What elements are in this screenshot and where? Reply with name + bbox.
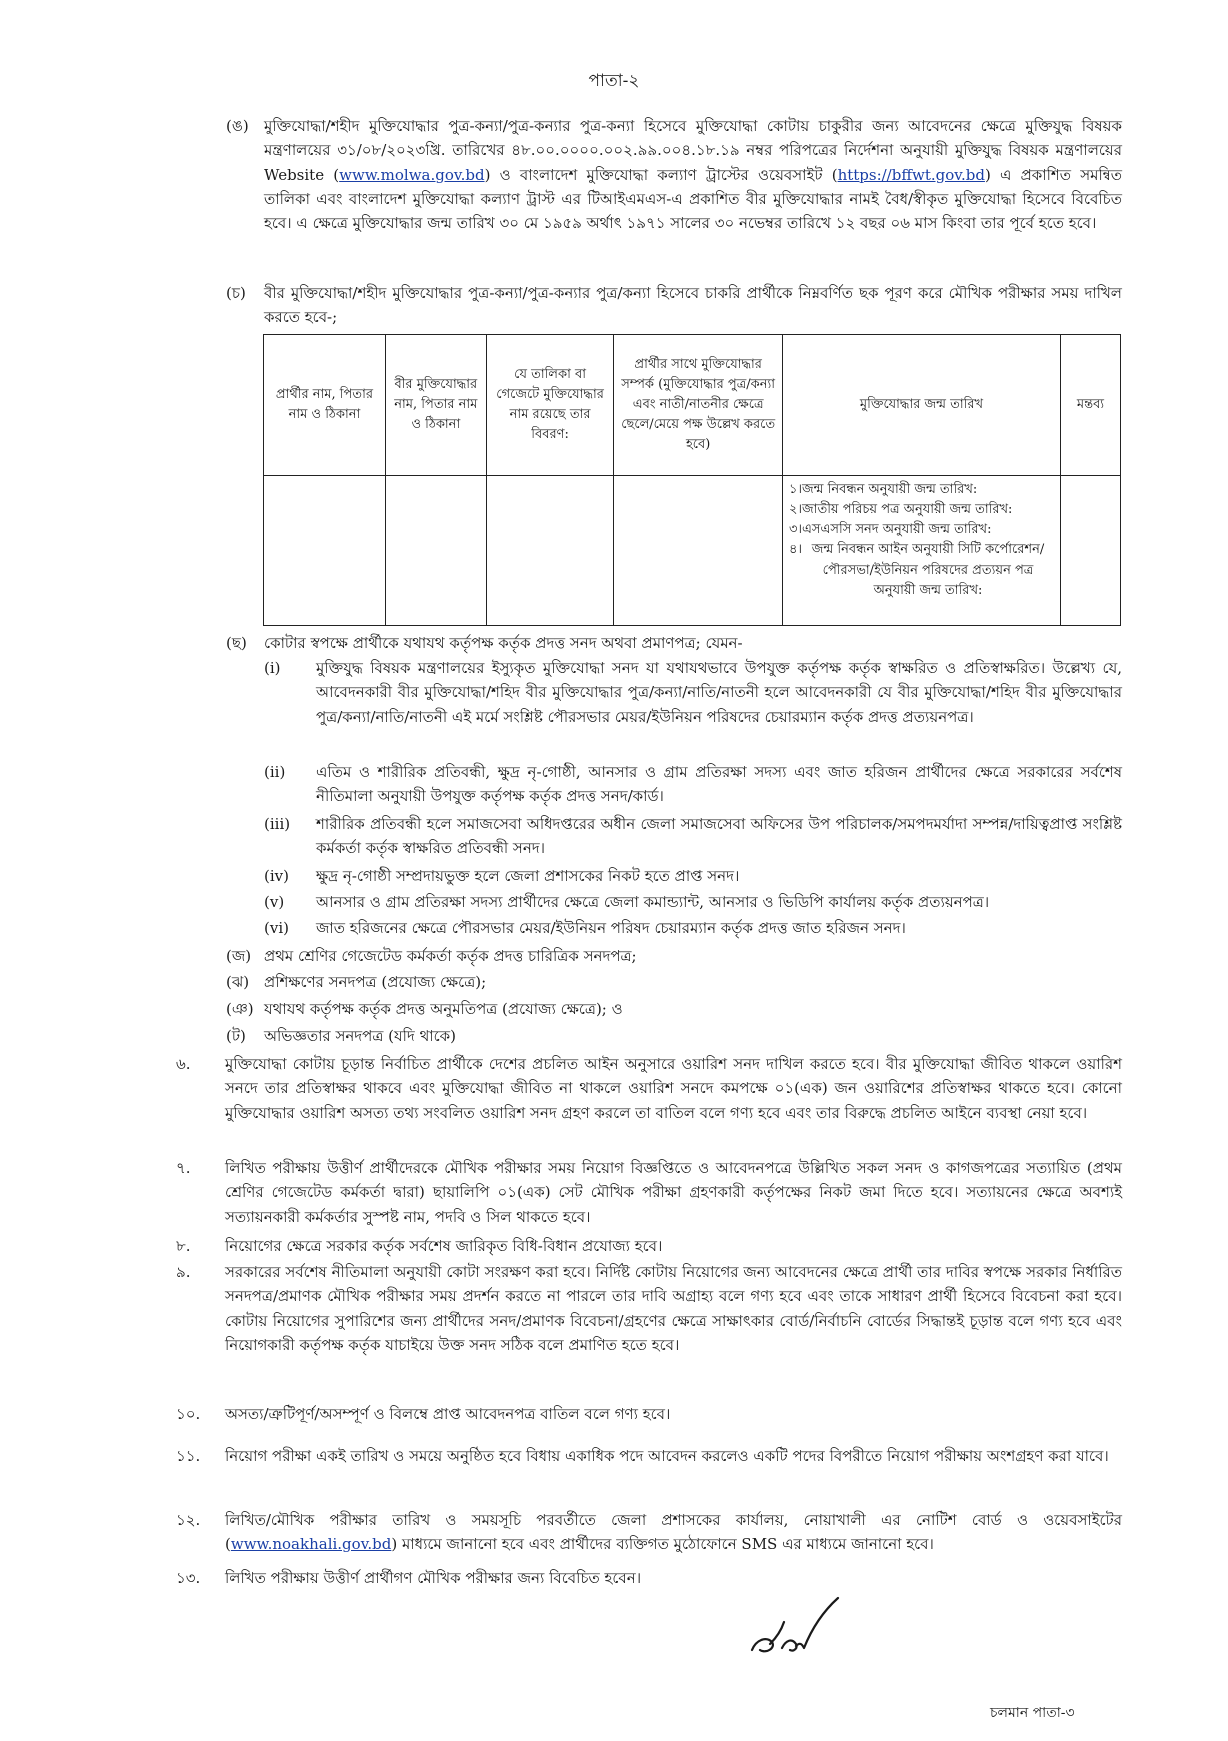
clause-text: মুক্তিযোদ্ধা/শহীদ মুক্তিযোদ্ধার পুত্র-কন্যা/পুত্র-কন্যার পুত্র-কন্যা হিসেবে মুক্তিযোদ্ধা কোটায় চাকুরীর জন্য আবেদনের ক্ষেত্রে মুক্তিযুদ্ধ বিষয়ক মন্ত্রণালয়ের ৩১/০৮/২০২৩খ্রি. তারিখের ৪৮.০০.০০০০.০০২.৯৯.০০৪.১৮.১৯ নম্বর পরিপত্রের নির্দেশনা অনুযায়ী মুক্তিযুদ্ধ বিষয়ক মন্ত্রণালয়ের Website (www.molwa.gov.bd) ও বাংলাদেশ মুক্তিযোদ্ধা কল্যাণ ট্রাস্টের ওয়েবসাইট (https://bffwt.gov.bd) এ প্রকাশিত সমন্বিত তালিকা এবং বাংলাদেশ মুক্তিযোদ্ধা কল্যাণ ট্রাস্ট এর টিআইএমএস-এ প্রকাশিত বীর মুক্তিযোদ্ধার নামই বৈধ/স্বীকৃত মুক্তিযোদ্ধা হিসেবে বিবেচিত হবে। এ ক্ষেত্রে মুক্তিযোদ্ধার জন্ম তারিখ ৩০ মে ১৯৫৯ অর্থাৎ ১৯৭১ সালের ৩০ নভেম্বর তারিখে ১২ বছর ০৬ মাস কিংবা তার পূর্বে হতে হবে। [264, 117, 1123, 233]
continuation-note: চলমান পাতা-৩ [990, 1705, 1075, 1721]
clause-text: কোটার স্বপক্ষে প্রার্থীকে যথাযথ কর্তৃপক্ষ কর্তৃক প্রদত্ত সনদ অথবা প্রমাণপত্র; যেমন- [264, 634, 743, 652]
numbered-item-6 [176, 1052, 1122, 1125]
numbered-item-12 [176, 1508, 1122, 1557]
clause-marker: (ট) [226, 1027, 246, 1045]
sub-item [264, 916, 1122, 940]
sub-item-text: এতিম ও শারীরিক প্রতিবন্ধী, ক্ষুদ্র নৃ-গোষ্ঠী, আনসার ও গ্রাম প্রতিরক্ষা সদস্য এবং জাত হরিজন প্রার্থীদের ক্ষেত্রে সরকারের সর্বশেষ নীতিমালা অনুযায়ী উপযুক্ত কর্তৃপক্ষ কর্তৃক প্রদত্ত সনদ/কার্ড। [316, 763, 1122, 806]
clause-marker: (ঞ) [226, 1000, 254, 1018]
table-cell-empty[interactable] [614, 476, 783, 626]
sub-item [264, 656, 1122, 729]
sub-item-numeral: (iii) [264, 815, 291, 833]
item-number: ১২. [176, 1511, 201, 1529]
item-number: ৮. [176, 1237, 191, 1255]
freedom-fighter-quota-table [263, 334, 1121, 626]
clause-text: বীর মুক্তিযোদ্ধা/শহীদ মুক্তিযোদ্ধার পুত্র-কন্যা/পুত্র-কন্যার পুত্র/কন্যা হিসেবে চাকরি প্রার্থীকে নিম্নবর্ণিত ছক পূরণ করে মৌখিক পরীক্ষার সময় দাখিল করতে হবে-; [264, 284, 1122, 327]
sub-item-numeral: (iv) [264, 867, 289, 885]
bffwt-link[interactable]: https://bffwt.gov.bd [837, 165, 985, 184]
numbered-item-13 [176, 1566, 1122, 1590]
table-header-cell: প্রার্থীর নাম, পিতার নাম ও ঠিকানা [264, 335, 386, 476]
clause-uma [226, 114, 1122, 235]
clause-marker: (ঙ) [226, 117, 249, 135]
clause-cha [226, 281, 1122, 330]
table-header-row [264, 335, 1121, 476]
table-header-cell: মুক্তিযোদ্ধার জন্ম তারিখ [782, 335, 1060, 476]
item-text: লিখিত পরীক্ষায় উত্তীর্ণ প্রার্থীদেরকে মৌখিক পরীক্ষার সময় নিয়োগ বিজ্ঞপ্তিতে ও আবেদনপত্রে উল্লিখিত সকল সনদ ও কাগজপত্রের সত্যায়িত (প্রথম শ্রেণির গেজেটেড কর্মকর্তা দ্বারা) ছায়ালিপি ০১(এক) সেট মৌখিক পরীক্ষা গ্রহণকারী কর্তৃপক্ষের নিকট জমা দিতে হবে। সত্যায়নের ক্ষেত্রে অবশ্যই সত্যায়নকারী কর্মকর্তার সুস্পষ্ট নাম, পদবি ও সিল থাকতে হবে। [225, 1159, 1122, 1226]
sub-item-text: মুক্তিযুদ্ধ বিষয়ক মন্ত্রণালয়ের ইস্যুকৃত মুক্তিযোদ্ধা সনদ যা যথাযথভাবে উপযুক্ত কর্তৃপক্ষ কর্তৃক স্বাক্ষরিত ও প্রতিস্বাক্ষরিত। উল্লেখ্য যে, আবেদনকারী বীর মুক্তিযোদ্ধা/শহিদ বীর মুক্তিযোদ্ধার পুত্র/কন্যা/নাতি/নাতনী হলে আবেদনকারী যে বীর মুক্তিযোদ্ধা/শহিদ বীর মুক্তিযোদ্ধার পুত্র/কন্যা/নাতি/নাতনী এই মর্মে সংশ্লিষ্ট পৌরসভার মেয়র/ইউনিয়ন পরিষদের চেয়ারম্যান কর্তৃক প্রদত্ত প্রত্যয়নপত্র। [316, 659, 1122, 726]
clause-text: যথাযথ কর্তৃপক্ষ কর্তৃক প্রদত্ত অনুমতিপত্র (প্রযোজ্য ক্ষেত্রে); ও [264, 1000, 623, 1018]
sub-item-text: আনসার ও গ্রাম প্রতিরক্ষা সদস্য প্রার্থীদের ক্ষেত্রে জেলা কমান্ড্যান্ট, আনসার ও ভিডিপি কার্যালয় কর্তৃক প্রত্যয়নপত্র। [316, 893, 990, 911]
page-number-title: পাতা-২ [588, 71, 640, 91]
table-header-cell: মন্তব্য [1060, 335, 1120, 476]
noakhali-link[interactable]: www.noakhali.gov.bd [230, 1535, 392, 1554]
numbered-item-9 [176, 1260, 1122, 1357]
item-text: অসত্য/ত্রুটিপূর্ণ/অসম্পূর্ণ ও বিলম্বে প্রাপ্ত আবেদনপত্র বাতিল বলে গণ্য হবে। [225, 1405, 671, 1423]
table-header-cell: যে তালিকা বা গেজেটে মুক্তিযোদ্ধার নাম রয়েছে তার বিবরণ: [486, 335, 614, 476]
clause-text: প্রশিক্ষণের সনদপত্র (প্রযোজ্য ক্ষেত্রে); [264, 973, 487, 991]
sub-item [264, 890, 1122, 914]
table-cell-empty[interactable] [264, 476, 386, 626]
clause-marker: (চ) [226, 284, 246, 302]
clause-ta [226, 1024, 1122, 1048]
item-text: নিয়োগ পরীক্ষা একই তারিখ ও সময়ে অনুষ্ঠিত হবে বিধায় একাধিক পদে আবেদন করলেও একটি পদের বিপরীতে নিয়োগ পরীক্ষায় অংশগ্রহণ করা যাবে। [225, 1447, 1109, 1465]
item-text: মুক্তিযোদ্ধা কোটায় চূড়ান্ত নির্বাচিত প্রার্থীকে দেশের প্রচলিত আইন অনুসারে ওয়ারিশ সনদ দাখিল করতে হবে। বীর মুক্তিযোদ্ধা জীবিত থাকলে ওয়ারিশ সনদে তার প্রতিস্বাক্ষর থাকবে এবং মুক্তিযোদ্ধা জীবিত না থাকলে ওয়ারিশ সনদে কমপক্ষে ০১(এক) জন ওয়ারিশের প্রতিস্বাক্ষর থাকতে হবে। কোনো মুক্তিযোদ্ধার ওয়ারিশ অসত্য তথ্য সংবলিত ওয়ারিশ সনদ গ্রহণ করলে তা বাতিল বলে গণ্য হবে এবং তার বিরুদ্ধে প্রচলিত আইনে ব্যবস্থা নেয়া হবে। [225, 1055, 1122, 1122]
table-cell-empty[interactable] [1060, 476, 1120, 626]
clause-marker: (ঝ) [226, 973, 250, 991]
dob-list-cell [782, 476, 1060, 626]
table-header-cell: বীর মুক্তিযোদ্ধার নাম, পিতার নাম ও ঠিকানা [385, 335, 486, 476]
sub-item [264, 760, 1122, 809]
sub-item-numeral: (v) [264, 893, 285, 911]
table-header-cell: প্রার্থীর সাথে মুক্তিযোদ্ধার সম্পর্ক (মুক্তিযোদ্ধার পুত্র/কন্যা এবং নাতী/নাতনীর ক্ষেত্রে ছেলে/মেয়ে পক্ষ উল্লেখ করতে হবে) [614, 335, 783, 476]
item-text: লিখিত পরীক্ষায় উত্তীর্ণ প্রার্থীগণ মৌখিক পরীক্ষার জন্য বিবেচিত হবেন। [225, 1569, 642, 1587]
sub-item [264, 864, 1122, 888]
item-number: ১০. [176, 1405, 201, 1423]
clause-marker: (জ) [226, 947, 252, 965]
item-text: লিখিত/মৌখিক পরীক্ষার তারিখ ও সময়সূচি পরবর্তীতে জেলা প্রশাসকের কার্যালয়, নোয়াখালী এর নোটিশ বোর্ড ও ওয়েবসাইটের (www.noakhali.gov.bd) মাধ্যমে জানানো হবে এবং প্রার্থীদের ব্যক্তিগত মুঠোফোনে SMS এর মাধ্যমে জানানো হবে। [225, 1511, 1122, 1554]
clause-jha [226, 970, 1122, 994]
signature-image [726, 1588, 846, 1674]
item-number: ১১. [176, 1447, 201, 1465]
table-row [264, 476, 1121, 626]
sub-item-numeral: (ii) [264, 763, 286, 781]
numbered-item-11 [176, 1444, 1122, 1468]
sub-item [264, 812, 1122, 861]
sub-item-text: জাত হরিজনের ক্ষেত্রে পৌরসভার মেয়র/ইউনিয়ন পরিষদ চেয়ারম্যান কর্তৃক প্রদত্ত জাত হরিজন সনদ। [316, 919, 906, 937]
sub-item-numeral: (vi) [264, 919, 289, 937]
sub-item-numeral: (i) [264, 659, 281, 677]
item-text: নিয়োগের ক্ষেত্রে সরকার কর্তৃক সর্বশেষ জারিকৃত বিধি-বিধান প্রযোজ্য হবে। [225, 1237, 663, 1255]
dob-list-item: ১। জন্ম নিবন্ধন অনুযায়ী জন্ম তারিখ: [788, 482, 978, 497]
item-number: ১৩. [176, 1569, 201, 1587]
clause-text: প্রথম শ্রেণির গেজেটেড কর্মকর্তা কর্তৃক প্রদত্ত চারিত্রিক সনদপত্র; [264, 947, 637, 965]
molwa-link[interactable]: www.molwa.gov.bd [339, 165, 485, 184]
numbered-item-10 [176, 1402, 1122, 1426]
dob-list-item: ৩। এসএসসি সনদ অনুযায়ী জন্ম তারিখ: [788, 522, 992, 538]
clause-text: অভিজ্ঞতার সনদপত্র (যদি থাকে) [264, 1027, 457, 1045]
numbered-item-8 [176, 1234, 1122, 1258]
item-number: ৬. [176, 1055, 191, 1073]
clause-marker: (ছ) [226, 634, 247, 652]
table-cell-empty[interactable] [486, 476, 614, 626]
item-number: ৯. [176, 1263, 191, 1281]
item-number: ৭. [176, 1159, 191, 1177]
dob-list-item: ৪। জন্ম নিবন্ধন আইন অনুযায়ী সিটি কর্পোরেশন/পৌরসভা/ইউনিয়ন পরিষদের প্রত্যয়ন পত্র অনুযায়ী জন্ম তারিখ: [788, 542, 1045, 598]
sub-item-text: শারীরিক প্রতিবন্ধী হলে সমাজসেবা অধিদপ্তরের অধীন জেলা সমাজসেবা অফিসের উপ পরিচালক/সমপদমর্যাদা সম্পন্ন/দায়িত্বপ্রাপ্ত সংশ্লিষ্ট কর্মকর্তা কর্তৃক স্বাক্ষরিত প্রতিবন্ধী সনদ। [316, 815, 1122, 858]
clause-nya [226, 997, 1122, 1021]
numbered-item-7 [176, 1156, 1122, 1229]
clause-ja [226, 944, 1122, 968]
dob-list-item: ২। জাতীয় পরিচয় পত্র অনুযায়ী জন্ম তারিখ: [788, 502, 1013, 518]
item-text: সরকারের সর্বশেষ নীতিমালা অনুযায়ী কোটা সংরক্ষণ করা হবে। নির্দিষ্ট কোটায় নিয়োগের জন্য আবেদনের ক্ষেত্রে প্রার্থী তার দাবির স্বপক্ষে সরকার নির্ধারিত সনদপত্র/প্রমাণক মৌখিক পরীক্ষার সময় প্রদর্শন করতে না পারলে তার দাবি অগ্রাহ্য বলে গণ্য হবে এবং তাকে সাধারণ প্রার্থী হিসেবে বিবেচনা করা হবে। কোটায় নিয়োগের সুপারিশের জন্য প্রার্থীদের সনদ/প্রমাণক বিবেচনা/গ্রহণের ক্ষেত্রে সাক্ষাৎকার বোর্ড/নির্বাচনি বোর্ডের সিদ্ধান্তই চূড়ান্ত বলে গণ্য হবে এবং নিয়োগকারী কর্তৃপক্ষ কর্তৃক যাচাইয়ে উক্ত সনদ সঠিক বলে প্রমাণিত হতে হবে। [225, 1263, 1122, 1354]
table-cell-empty[interactable] [385, 476, 486, 626]
sub-item-text: ক্ষুদ্র নৃ-গোষ্ঠী সম্প্রদায়ভুক্ত হলে জেলা প্রশাসকের নিকট হতে প্রাপ্ত সনদ। [316, 867, 740, 885]
clause-chha [226, 631, 1122, 655]
